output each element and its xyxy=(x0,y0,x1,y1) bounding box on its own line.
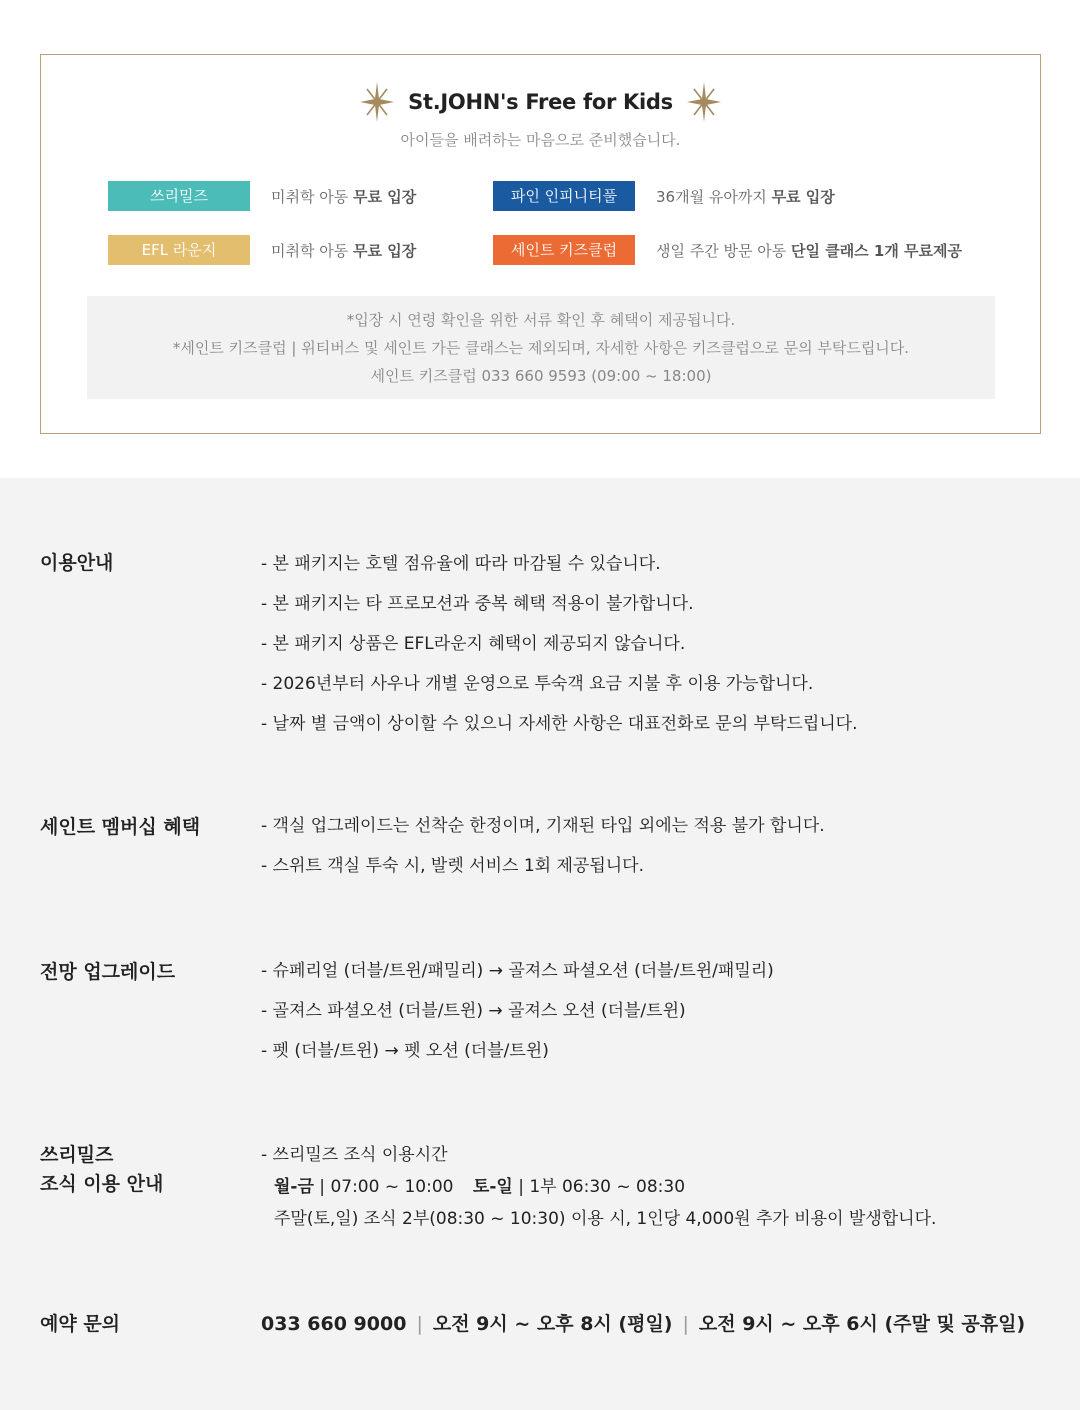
reservation-contact xyxy=(261,1310,1025,1339)
usage-item: - 2026년부터 사우나 개별 운영으로 투숙객 요금 지불 후 이용 가능합니다. xyxy=(261,674,814,694)
usage-item: - 날짜 별 금액이 상이할 수 있으니 자세한 사항은 대표전화로 문의 부탁드립니다. xyxy=(261,714,858,734)
desc-bold: 무료 입장 xyxy=(353,241,417,260)
meal-title-line: 쓰리밀즈 xyxy=(40,1144,114,1166)
weekday-label: 월-금 xyxy=(274,1177,314,1197)
notice-line: *입장 시 연령 확인을 위한 서류 확인 후 혜택이 제공됩니다. xyxy=(346,310,736,329)
benefit-kids-club xyxy=(493,235,962,265)
weekday-time: | 07:00 ~ 10:00 xyxy=(313,1177,454,1197)
kids-notice xyxy=(87,296,995,399)
badge-infinity-pool: 파인 인피니티풀 xyxy=(493,181,635,211)
badge-efl-lounge: EFL 라운지 xyxy=(108,235,250,265)
upgrade-item: - 펫 (더블/트윈) → 펫 오션 (더블/트윈) xyxy=(261,1041,549,1061)
meal-title xyxy=(40,1141,163,1199)
usage-list xyxy=(261,552,857,736)
usage-item: - 본 패키지 상품은 EFL라운지 혜택이 제공되지 않습니다. xyxy=(261,634,686,654)
meal-times xyxy=(261,1171,936,1203)
membership-list xyxy=(261,814,825,878)
benefit-infinity-pool xyxy=(493,181,835,211)
reservation-phone[interactable]: 033 660 9000 xyxy=(261,1313,407,1335)
kids-title-row xyxy=(41,77,1040,127)
meal-intro: - 쓰리밀즈 조식 이용시간 xyxy=(261,1145,448,1165)
desc-bold: 무료 입장 xyxy=(353,187,417,206)
benefit-efl-lounge xyxy=(108,235,416,265)
badge-three-meals: 쓰리밀즈 xyxy=(108,181,250,211)
membership-title: 세인트 멤버십 혜택 xyxy=(40,816,201,838)
desc-plain: 미취학 아동 xyxy=(271,187,353,206)
meal-title-line: 조식 이용 안내 xyxy=(40,1173,164,1195)
membership-item: - 스위트 객실 투숙 시, 발렛 서비스 1회 제공됩니다. xyxy=(261,856,645,876)
notice-line: 세인트 키즈클럽 033 660 9593 (09:00 ~ 18:00) xyxy=(370,366,712,385)
reservation-title: 예약 문의 xyxy=(40,1313,121,1335)
kids-benefit-box xyxy=(40,54,1041,434)
usage-title: 이용안내 xyxy=(40,552,114,574)
separator: | xyxy=(416,1313,423,1335)
kids-title: St.JOHN's Free for Kids xyxy=(408,90,673,114)
upgrade-item: - 골져스 파셜오션 (더블/트윈) → 골져스 오션 (더블/트윈) xyxy=(261,1001,686,1021)
weekend-hours: 오전 9시 ~ 오후 6시 (주말 및 공휴일) xyxy=(698,1313,1026,1335)
info-section xyxy=(0,478,1080,1410)
upgrade-title: 전망 업그레이드 xyxy=(40,961,176,983)
meal-info xyxy=(261,1139,936,1235)
kids-subtitle: 아이들을 배려하는 마음으로 준비했습니다. xyxy=(400,131,681,149)
usage-item: - 본 패키지는 호텔 점유율에 따라 마감될 수 있습니다. xyxy=(261,554,661,574)
desc-plain: 생일 주간 방문 아동 xyxy=(656,241,791,260)
kids-section xyxy=(0,0,1080,478)
separator: | xyxy=(682,1313,689,1335)
desc-plain: 미취학 아동 xyxy=(271,241,353,260)
desc-bold: 단일 클래스 1개 무료제공 xyxy=(791,241,963,260)
badge-kids-club: 세인트 키즈클럽 xyxy=(493,235,635,265)
weekday-hours: 오전 9시 ~ 오후 8시 (평일) xyxy=(432,1313,673,1335)
weekend-label: 토-일 xyxy=(472,1177,513,1197)
sparkle-icon xyxy=(685,80,723,124)
meal-note: 주말(토,일) 조식 2부(08:30 ~ 10:30) 이용 시, 1인당 4,000원 추가 비용이 발생합니다. xyxy=(274,1209,937,1229)
desc-bold: 무료 입장 xyxy=(771,187,835,206)
weekend-time: | 1부 06:30 ~ 08:30 xyxy=(512,1177,686,1197)
notice-line: *세인트 키즈클럽 | 위티버스 및 세인트 가든 클래스는 제외되며, 자세한 사항은 키즈클럽으로 문의 부탁드립니다. xyxy=(172,338,910,357)
benefit-three-meals xyxy=(108,181,416,211)
benefit-desc xyxy=(656,240,962,261)
upgrade-list xyxy=(261,959,774,1063)
benefit-desc xyxy=(656,186,835,207)
desc-plain: 36개월 유아까지 xyxy=(656,187,772,206)
benefit-desc xyxy=(271,186,416,207)
upgrade-item: - 슈페리얼 (더블/트윈/패밀리) → 골져스 파셜오션 (더블/트윈/패밀리) xyxy=(261,961,774,981)
benefit-desc xyxy=(271,240,416,261)
sparkle-icon xyxy=(358,80,396,124)
usage-item: - 본 패키지는 타 프로모션과 중복 혜택 적용이 불가합니다. xyxy=(261,594,694,614)
membership-item: - 객실 업그레이드는 선착순 한정이며, 기재된 타입 외에는 적용 불가 합니다. xyxy=(261,816,825,836)
